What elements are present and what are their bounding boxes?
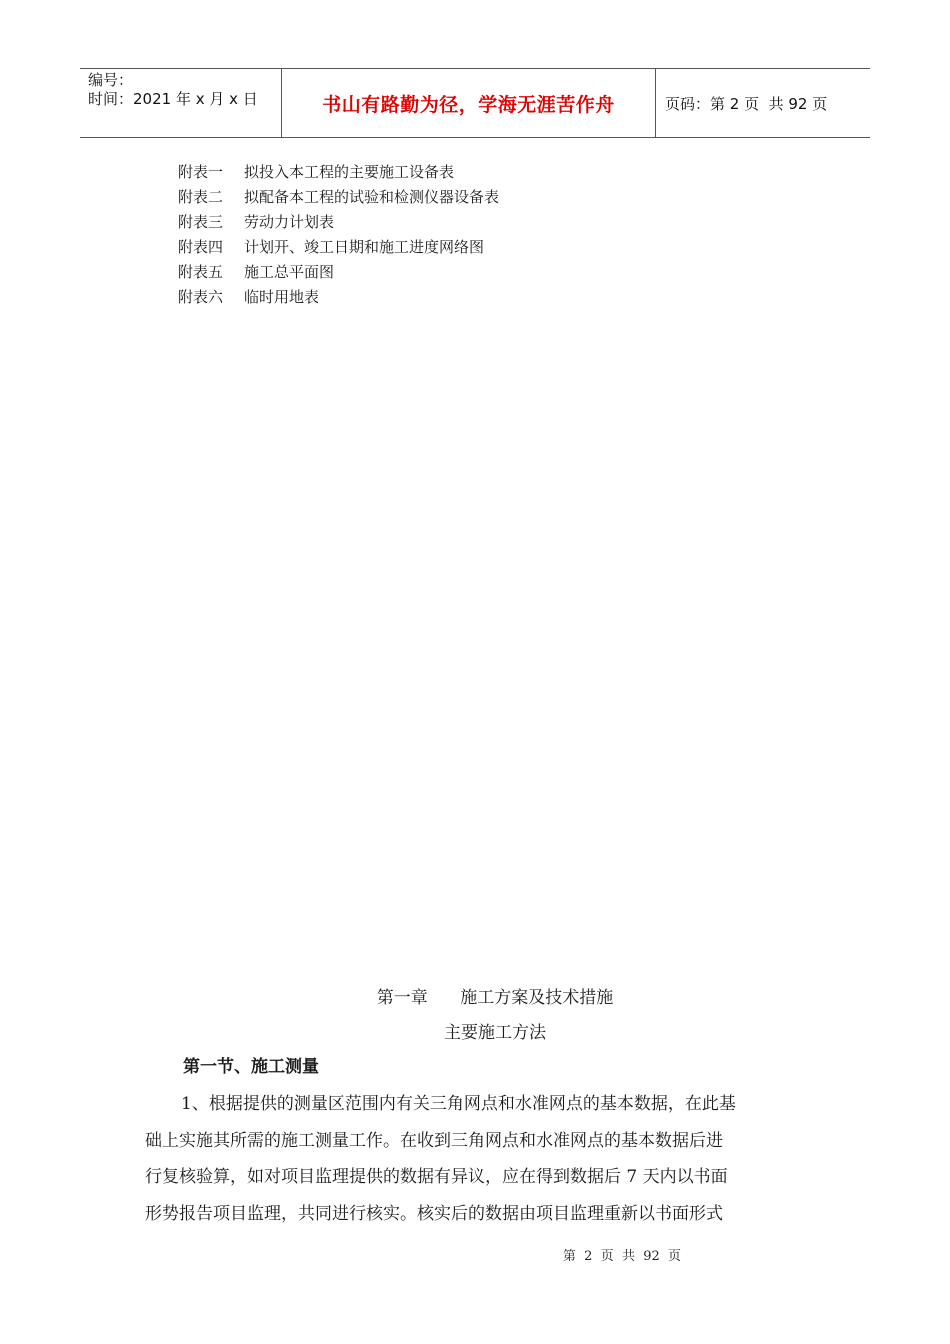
appendix-number: 附表二 <box>178 188 224 206</box>
body-line: 行复核验算，如对项目监理提供的数据有异议，应在得到数据后 7 天内以书面 <box>145 1167 728 1187</box>
section-heading: 第一节、施工测量 <box>183 1057 319 1077</box>
appendix-title: 施工总平面图 <box>244 263 335 281</box>
header-divider <box>655 69 656 137</box>
appendix-number: 附表一 <box>178 163 224 181</box>
appendix-item <box>178 285 499 310</box>
appendix-item <box>178 185 499 210</box>
appendix-number: 附表五 <box>178 263 224 281</box>
chapter-subtitle: 主要施工方法 <box>444 1023 546 1043</box>
appendix-title: 拟投入本工程的主要施工设备表 <box>244 163 455 181</box>
appendix-title: 计划开、竣工日期和施工进度网络图 <box>244 238 485 256</box>
code-label: 编号： <box>88 71 134 89</box>
appendix-title: 拟配备本工程的试验和检测仪器设备表 <box>244 188 500 206</box>
body-paragraph <box>145 1086 805 1232</box>
page-footer: 第 2 页 共 92 页 <box>562 1249 682 1264</box>
appendix-number: 附表六 <box>178 288 224 306</box>
header-page-info: 页码：第 2 页 共 92 页 <box>665 94 828 113</box>
appendix-item <box>178 210 499 235</box>
appendix-item <box>178 160 499 185</box>
body-line: 1、根据提供的测量区范围内有关三角网点和水准网点的基本数据，在此基 <box>181 1094 736 1114</box>
header-motto: 书山有路勤为径，学海无涯苦作舟 <box>322 93 615 116</box>
appendix-number: 附表三 <box>178 213 224 231</box>
appendix-item <box>178 260 499 285</box>
header-meta <box>88 71 280 109</box>
date-label: 时间：2021 年 x 月 x 日 <box>88 90 258 108</box>
body-line: 形势报告项目监理，共同进行核实。核实后的数据由项目监理重新以书面形式 <box>145 1203 723 1224</box>
chapter-title: 第一章 施工方案及技术措施 <box>376 988 614 1008</box>
appendix-list <box>178 160 499 310</box>
appendix-number: 附表四 <box>178 238 224 256</box>
page-header <box>80 68 870 138</box>
body-line: 础上实施其所需的施工测量工作。在收到三角网点和水准网点的基本数据后进 <box>145 1130 723 1151</box>
appendix-item <box>178 235 499 260</box>
appendix-title: 临时用地表 <box>244 288 320 306</box>
appendix-title: 劳动力计划表 <box>244 213 335 231</box>
